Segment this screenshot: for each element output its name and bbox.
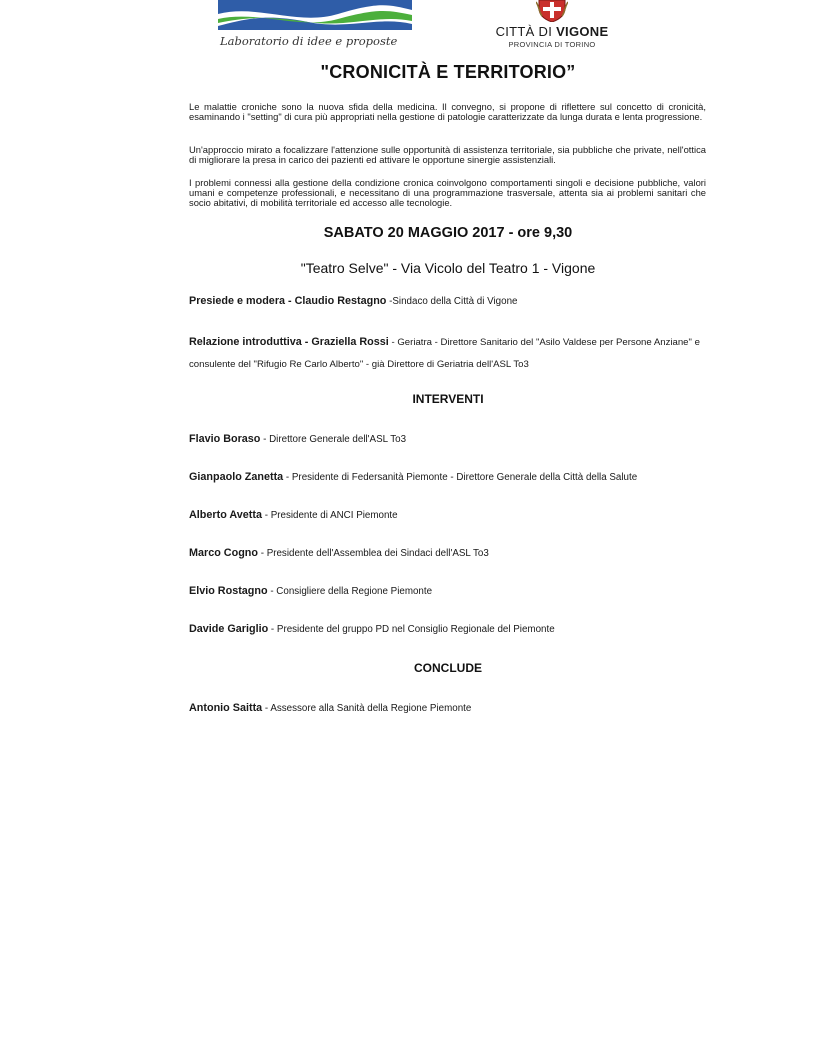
speaker-name: Gianpaolo Zanetta	[189, 471, 284, 483]
closing-role: - Assessore alla Sanità della Regione Piemonte	[262, 703, 472, 714]
event-venue: "Teatro Selve" - Via Vicolo del Teatro 1 - Vigone	[300, 260, 596, 276]
speaker-role: - Consigliere della Regione Piemonte	[267, 586, 433, 597]
speaker-row	[189, 433, 406, 445]
city-crest-icon	[536, 0, 568, 22]
wave-logo-icon	[218, 0, 412, 34]
city-name	[486, 24, 618, 39]
moderator-label: Presiede e modera - Claudio Restagno	[189, 295, 387, 307]
speaker-role: - Presidente dell'Assemblea dei Sindaci dell'ASL To3	[257, 548, 489, 559]
document-title: "CRONICITÀ E TERRITORIO”	[320, 62, 576, 82]
speaker-row	[189, 471, 637, 483]
city-name-bold: VIGONE	[556, 24, 609, 39]
intro-paragraph-1: Le malattie croniche sono la nuova sfida della medicina. Il convegno, si propone di riflettere sul concetto di cronicità, esaminando i "setting" di cura più appropriati nella gestione di patologie caratterizzate da lunga durata e lenta progressione.	[189, 101, 706, 122]
intro-talk-row	[189, 331, 709, 376]
speaker-name: Alberto Avetta	[189, 509, 262, 521]
speaker-name: Elvio Rostagno	[189, 585, 268, 597]
conclude-heading: CONCLUDE	[414, 661, 482, 675]
intro-talk-label: Relazione introduttiva - Graziella Rossi	[189, 336, 389, 348]
speaker-role: - Presidente di Federsanità Piemonte - Direttore Generale della Città della Salute	[283, 472, 638, 483]
intro-paragraph-2: Un'approccio mirato a focalizzare l'attenzione sulle opportunità di assistenza territoriale, sia pubbliche che private, nell'ottica di migliorare la presa in carico dei pazienti ed attivare le opportune sinergie assistenziali.	[189, 144, 706, 165]
interventi-heading: INTERVENTI	[412, 392, 484, 406]
speaker-role: - Direttore Generale dell'ASL To3	[260, 434, 407, 445]
closing-name: Antonio Saitta	[189, 702, 263, 714]
speaker-row	[189, 585, 432, 597]
speaker-row	[189, 623, 555, 635]
moderator-row	[189, 295, 517, 307]
moderator-detail: -Sindaco della Città di Vigone	[386, 296, 518, 307]
speaker-role: - Presidente di ANCI Piemonte	[262, 510, 398, 521]
speaker-name: Flavio Boraso	[189, 433, 261, 445]
closing-row	[189, 702, 471, 714]
city-logo	[486, 0, 618, 52]
province-label: PROVINCIA DI TORINO	[508, 40, 596, 49]
speaker-row	[189, 509, 398, 521]
intro-paragraph-3: I problemi connessi alla gestione della condizione cronica coinvolgono comportamenti singoli e decisione pubbliche, valori umani e competenze professionali, e necessitano di una programmazione trasversale, attenta sia ai problemi sanitari che socio abitativi, di mobilità territoriale ed accesso alle tecnologie.	[189, 177, 706, 208]
intro-talk-detail: - Geriatra - Direttore Sanitario del "Asilo Valdese per Persone Anziane" e consulente del "Rifugio Re Carlo Alberto" - già Direttore di Geriatria dell'ASL To3	[189, 337, 700, 370]
speaker-name: Marco Cogno	[189, 547, 258, 559]
event-date: SABATO 20 MAGGIO 2017 - ore 9,30	[323, 225, 573, 241]
left-logo-caption: Laboratorio di idee e proposte	[220, 34, 398, 48]
speaker-role: - Presidente del gruppo PD nel Consiglio Regionale del Piemonte	[268, 624, 555, 635]
speaker-name: Davide Gariglio	[189, 623, 269, 635]
city-prefix: CITTÀ DI	[495, 24, 553, 39]
speaker-row	[189, 547, 489, 559]
